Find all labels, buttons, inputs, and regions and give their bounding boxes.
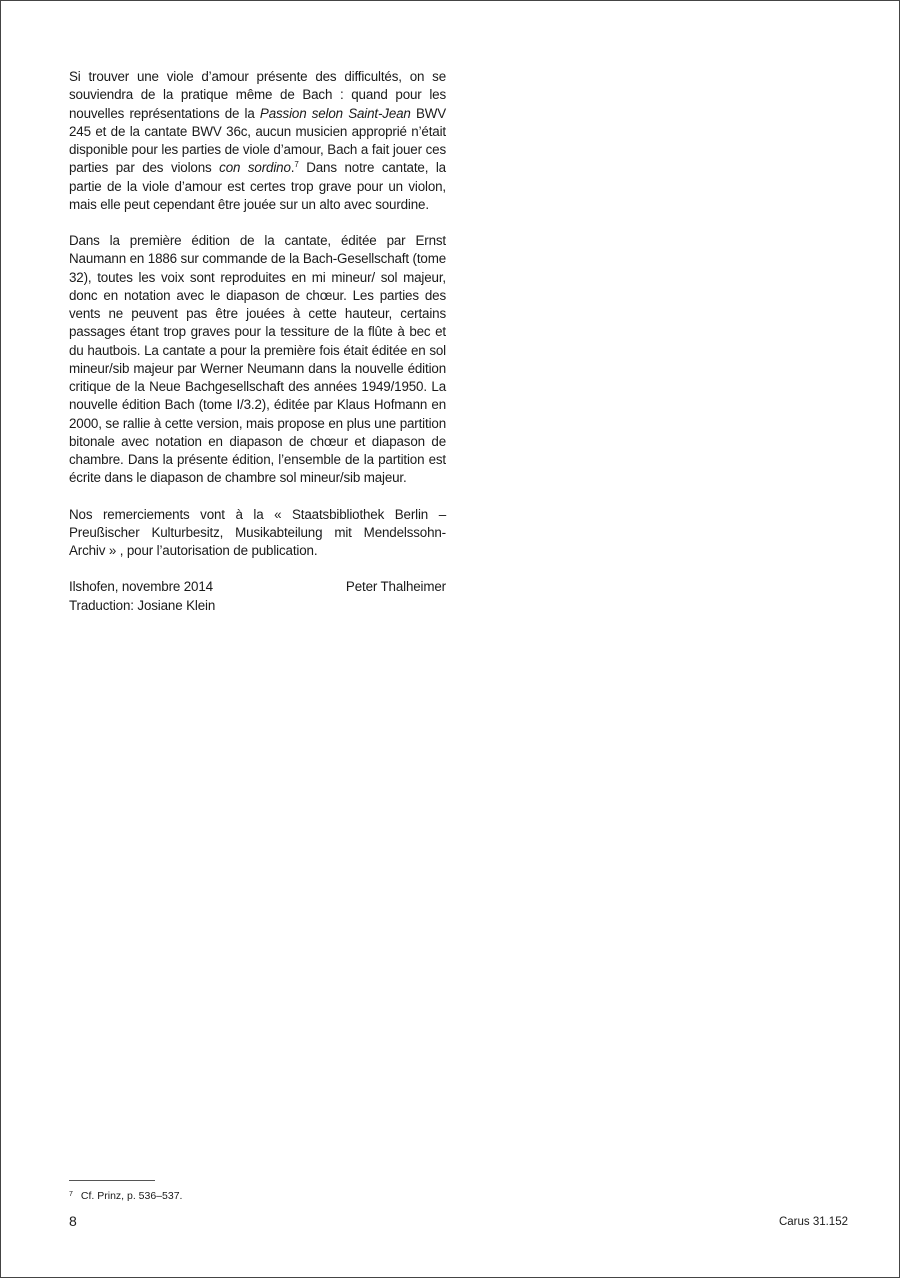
footnote-text: Cf. Prinz, p. 536–537. — [80, 1190, 183, 1202]
text-column — [69, 68, 446, 615]
catalog-number: Carus 31.152 — [778, 1216, 848, 1228]
footnote-separator — [69, 1180, 155, 1181]
footnote-number: 7 — [69, 1191, 73, 1198]
paragraph-editions: Dans la première édition de la cantate, éditée par Ernst Naumann en 1886 sur commande de la Bach-Gesellschaft (tome 32), toutes les voix sont reproduites en mi mineur/ sol majeur, donc en notation avec le diapason de chœur. Les parties des vents ne peuvent pas être jouées à cette hauteur, certains passages étant trop graves pour la tessiture de la flûte à bec et du hautbois. La cantate a pour la première fois était éditée en sol mineur/sib majeur par Werner Neumann dans la nouvelle édition critique de la Neue Bachgesellschaft des années 1949/1950. La nouvelle édition Bach (tome I/3.2), éditée par Klaus Hofmann en 2000, se rallie à cette version, mais propose en plus une partition bitonale avec notation en diapason de chœur et diapason de chambre. Dans la présente édition, l’ensemble de la partition est écrite dans le diapason de chambre sol mineur/sib majeur. — [69, 233, 446, 486]
place-date: Ilshofen, novembre 2014 — [69, 579, 213, 595]
author-name: Peter Thalheimer — [345, 579, 446, 595]
paragraph1-text-1: Si trouver une viole d’amour présente des difficultés, on se souviendra de la pratique même de Bach : quand pour les nouvelles représentations de la — [69, 69, 446, 121]
footnote — [69, 1188, 182, 1203]
paragraph1-title-passion: Passion selon Saint-Jean — [259, 105, 411, 121]
page-number: 8 — [69, 1213, 77, 1229]
paragraph1-text-2: BWV 245 et de la cantate BWV 36c, aucun musicien approprié n’était disponible pour les parties de viole d’amour, Bach a fait jouer ces parties par des violons — [69, 105, 447, 176]
paragraph-viole-damour — [69, 68, 446, 214]
paragraph-acknowledgements: Nos remerciements vont à la « Staatsbibliothek Berlin – Preußischer Kulturbesitz, Musikabteilung mit Mendelssohn-Archiv » , pour l’autorisation de publication. — [69, 506, 446, 558]
translator-credit: Traduction: Josiane Klein — [69, 597, 216, 613]
signature-row — [69, 578, 446, 596]
paragraph1-text-3: . — [290, 160, 295, 176]
paragraph1-text-4: Dans notre cantate, la partie de la viole d’amour est certes trop grave pour un violon, mais elle peut cependant être jouée sur un alto avec sourdine. — [69, 160, 446, 212]
paragraph1-con-sordino: con sordino — [219, 160, 291, 176]
footnote-reference[interactable]: 7 — [294, 160, 299, 170]
